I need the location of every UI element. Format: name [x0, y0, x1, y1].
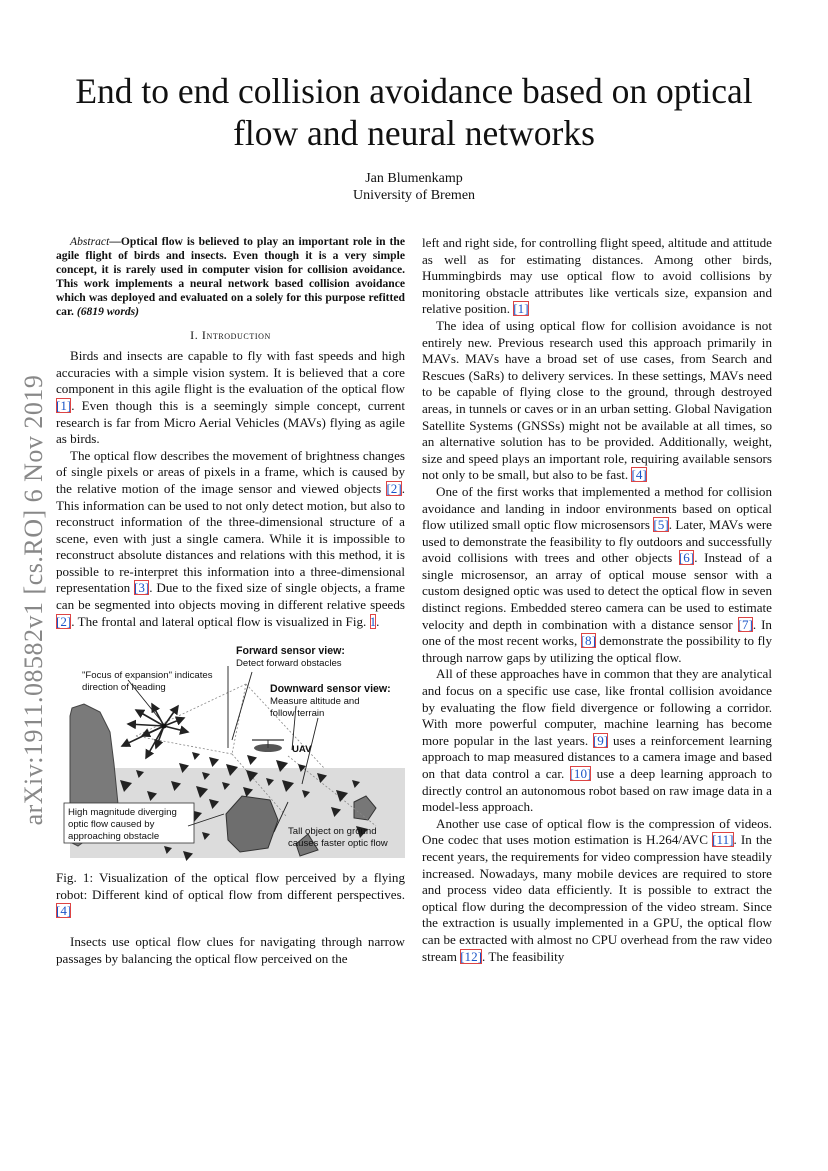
text-run: One of the first works that implemented a method for collision avoidance and landing in indoor environments based on optical flow utilized small optic flow microsensors [422, 483, 772, 533]
citation-link[interactable]: [4] [56, 903, 72, 919]
citation-link[interactable]: [2] [56, 613, 72, 629]
abstract-body: —Optical flow is believed to play an important role in the agile flight of birds and insects. Even though it is a very simple concept, it is rarely used in computer vision for collision avoidance. This work implements a neural network based collision avoidance which was deployed and evaluated on a solely for this purpose refitted car. [56, 235, 405, 319]
optical-flow-illustration [56, 636, 405, 866]
text-run: demonstrate the possibility to fly through narrow gaps by utilizing the optical flow. [422, 633, 772, 665]
arxiv-identifier: arXiv:1911.08582v1 [cs.RO] 6 Nov 2019 [19, 374, 48, 826]
tall-object-label-2: causes faster optic flow [288, 838, 388, 850]
right-paragraph-3 [422, 484, 772, 667]
citation-link[interactable]: [7] [737, 616, 753, 632]
citation-link[interactable]: [12] [460, 948, 483, 964]
high-magnitude-label-2: optic flow caused by [68, 819, 155, 831]
high-magnitude-label-1: High magnitude diverging [68, 807, 177, 819]
author-affiliation: University of Bremen [352, 188, 476, 203]
text-run: Birds and insects are capable to fly with fast speeds and high accuracies with a simple vision system. It is believed that a core component in this agile flight is the evaluation of the optical flow [56, 348, 405, 397]
paper-title [70, 70, 758, 154]
text-run: . Later, MAVs were used to demonstrate the feasibility to fly outdoors and successfully avoid collisions with trees and other objects [422, 517, 772, 566]
citation-link[interactable]: [10] [569, 766, 592, 781]
focus-label-1: "Focus of expansion" indicates [82, 670, 213, 682]
section-heading [56, 327, 405, 344]
citation-link[interactable]: [4] [631, 467, 647, 483]
text-run: All of these approaches have in common that they are analytical and focus on a specific use case, like frontal collision avoidance by evaluating the flow field divergence or following a corridor. With more powerful computer, machine learning has become more popular in the last years. [422, 666, 772, 748]
author-block [70, 170, 758, 204]
high-magnitude-label-3: approaching obstacle [68, 831, 160, 843]
arxiv-sidebar [14, 360, 54, 840]
text-run: left and right side, for controlling flight speed, altitude and attitude as well as for estimating distances. Among other birds, Hummingbirds may use optical flow to avoid collisions by monitoring obstacle attributes like verticals size, expansion and relative position. [422, 235, 772, 317]
text-run: . Even though this is a seemingly simple concept, current research is far from Micro Aerial Vehicles (MAVs) flying as agile as birds. [56, 397, 405, 447]
text-run: . Instead of a single microsensor, an array of optical mouse sensor with a custom designed optic was used to detect the optical flow in seven distinct regions. Embedded stereo camera can be used to estimate velocity and depth in combination with a distance sensor [422, 550, 773, 632]
text-run: use a deep learning approach to directly control an autonomous robot based on raw image data in a model-less approach. [422, 766, 772, 815]
text-run: Fig. 1: Visualization of the optical flow perceived by a flying robot: Different kind of optical flow from different perspectives. [56, 870, 405, 902]
text-run: Another use case of optical flow is the compression of videos. One codec that uses motion estimation is H.264/AVC [422, 815, 772, 848]
right-paragraph-4 [422, 666, 772, 815]
text-run: . In the recent years, the requirements for video compression have steadily increased. Nowadays, many mobile devices are required to store and process video data efficiently. It is possible to extract the optical flow during the decompression of the video stream. Since the extraction is usually implemented in a GPU, the optical flow can be extracted with almost no CPU overhead from the raw video stream [422, 832, 772, 964]
citation-link[interactable]: [1] [56, 397, 72, 413]
downward-label-2: follow terrain [270, 708, 325, 720]
focus-of-expansion-point [162, 724, 167, 729]
forward-subtitle: Detect forward obstacles [236, 658, 342, 670]
title-line-2: flow and neural networks [233, 113, 595, 153]
section-number: I. [190, 327, 202, 342]
citation-link[interactable]: [1] [513, 301, 529, 317]
tall-object-label-1: Tall object on ground [288, 826, 377, 838]
figure-link[interactable]: 1 [369, 613, 377, 629]
text-run: . The feasibility [482, 948, 565, 964]
abstract-label: Abstract [70, 235, 110, 248]
text-run: . The frontal and lateral optical flow is visualized in Fig. [71, 613, 370, 629]
focus-label-2: direction of heading [82, 682, 166, 694]
citation-link[interactable]: [6] [678, 550, 695, 566]
right-paragraph-5 [422, 816, 772, 965]
text-run: . Due to the fixed size of single objects, a frame can be segmented into objects moving in different relative speeds [56, 580, 405, 613]
left-paragraph-3: Insects use optical flow clues for navigating through narrow passages by balancing the optical flow perceived on the [56, 934, 405, 966]
section-title: Introduction [201, 327, 271, 342]
citation-link[interactable]: [3] [134, 580, 150, 596]
citation-link[interactable]: [8] [580, 633, 596, 649]
text-run: The idea of using optical flow for collision avoidance is not entirely new. Previous research used this approach primarily in MAVs. MAVs have a broad set of use cases, from Search and Rescues (SaRs) to delivery services. In these settings, MAVs need to be capable of flying close to the ground, through destroyed areas, in tunnels or caves or in an urban setting. Global Navigation Satellite Systems (GNSSs) might not be available at all times, so an alternative solution has to be provided. Additionally, weight, size and speed plays an important role, requiring available sensors not only to be small, but also to be fast. [422, 317, 772, 483]
right-paragraph-2 [422, 318, 772, 484]
title-line-1: End to end collision avoidance based on optical [75, 71, 753, 111]
right-paragraph-1 [422, 235, 772, 318]
text-run: The optical flow describes the movement of brightness changes of single pixels or areas of pixels in a frame, which is caused by the relative motion of the image sensor and viewed objects [56, 447, 405, 496]
abstract [56, 235, 405, 320]
citation-link[interactable]: [11] [712, 832, 734, 848]
text-run: . This information can be used to not only detect motion, but also to reconstruct information of the three-dimensional structure of a scene, even with just a single camera. While it is impossible to reconstruct absolute distances and relations with this method, it is possible to re-interpret this information into a three-dimensional representation [56, 480, 405, 596]
abstract-word-count: (6819 words) [76, 305, 140, 319]
forward-title: Forward sensor view: [236, 645, 345, 658]
uav-label: UAV [292, 744, 312, 756]
citation-link[interactable]: [2] [386, 480, 402, 496]
right-column [422, 235, 772, 965]
citation-link[interactable]: [9] [592, 732, 609, 748]
text-run: uses a reinforcement learning approach to map measured distances to a camera image and based on that data control a car. [422, 732, 772, 781]
author-name: Jan Blumenkamp [365, 171, 463, 186]
left-paragraph-1 [56, 348, 405, 448]
downward-title: Downward sensor view: [270, 683, 391, 696]
figure-1-caption [56, 870, 405, 920]
text-run: . [376, 613, 380, 629]
left-paragraph-2 [56, 448, 405, 631]
figure-1 [56, 636, 405, 866]
citation-link[interactable]: [5] [653, 517, 669, 533]
text-run: . In one of the most recent works, [422, 616, 772, 649]
left-column [56, 235, 405, 967]
downward-label-1: Measure altitude and [270, 696, 360, 708]
